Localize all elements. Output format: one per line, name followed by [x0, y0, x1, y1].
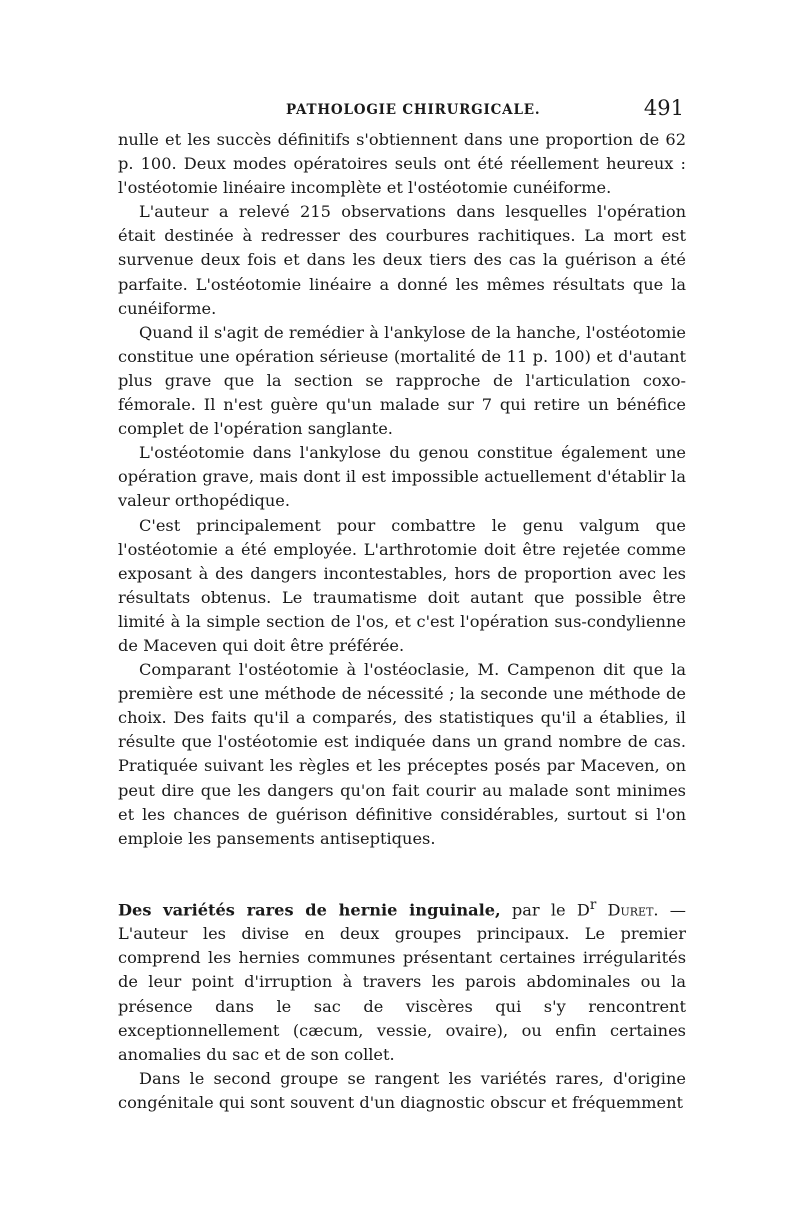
page-header: [118, 96, 686, 122]
paragraph-hip-ankylosis: Quand il s'agit de remédier à l'ankylose de la hanche, l'ostéotomie constitue une opération sérieuse (mortalité de 11 p. 100) et d'autant plus grave que la section se rapproche de l'articulation coxo-fémorale. Il n'est guère qu'un malade sur 7 qui retire un bénéfice complet de l'opération sanglante.: [118, 322, 686, 439]
article-title: Des variétés rares de hernie inguinale,: [118, 900, 501, 920]
article-text: — L'auteur les divise en deux groupes principaux. Le premier comprend les hernies communes présentant certaines irrégularités de leur point d'irruption à travers les parois abdominales ou la présence dans le sac de viscères qui s'y rencontrent exceptionnellement (cæcum, vessie, ovaire), ou enfin certaines anomalies du sac et de son collet.: [118, 900, 686, 1064]
paragraph-genu-valgum: C'est principalement pour combattre le genu valgum que l'ostéotomie a été employée. L'arthrotomie doit être rejetée comme exposant à des dangers incontestables, hors de proportion avec les résultats obtenus. Le traumatisme doit autant que possible être limité à la simple section de l'os, et c'est l'opération sus-condylienne de Maceven qui doit être préférée.: [118, 515, 686, 655]
paragraph-second-group: Dans le second groupe se rangent les variétés rares, d'origine congénitale qui sont souvent d'un diagnostic obscur et fréquemment: [118, 1068, 686, 1112]
article-hernia-intro: [118, 893, 686, 1067]
byline-superscript: r: [589, 896, 597, 913]
paragraph-rachitic: L'auteur a relevé 215 observations dans lesquelles l'opération était destinée à redresser des courbures rachitiques. La mort est survenue deux fois et dans les deux tiers des cas la guérison a été parfaite. L'ostéotomie linéaire a donné les mêmes résultats que la cunéiforme.: [118, 202, 686, 318]
byline-prefix: par le D: [500, 900, 590, 920]
page-number: 491: [643, 96, 684, 120]
paragraph-knee-ankylosis: L'ostéotomie dans l'ankylose du genou constitue également une opération grave, mais dont il est impossible actuellement d'établir la valeur orthopédique.: [118, 443, 686, 511]
body-text: [118, 128, 686, 1115]
section-gap: [118, 851, 686, 893]
paragraph-comparison: Comparant l'ostéotomie à l'ostéoclasie, M. Campenon dit que la première est une méthode de nécessité ; la seconde une méthode de choix. Des faits qu'il a comparés, des statistiques qu'il a établies, il résulte que l'ostéotomie est indiquée dans un grand nombre de cas. Pratiquée suivant les règles et les préceptes posés par Maceven, on peut dire que les dangers qu'on fait courir au malade sont minimes et les chances de guérison définitive considérables, surtout si l'on emploie les pansements antiseptiques.: [118, 660, 686, 848]
article-author: Duret.: [596, 900, 659, 920]
book-page: [118, 96, 686, 1115]
paragraph-continuation: nulle et les succès définitifs s'obtiennent dans une proportion de 62 p. 100. Deux modes opératoires seuls ont été réellement heureux : l'ostéotomie linéaire incomplète et l'ostéotomie cunéiforme.: [118, 130, 686, 198]
running-head: PATHOLOGIE CHIRURGICALE.: [286, 102, 541, 118]
